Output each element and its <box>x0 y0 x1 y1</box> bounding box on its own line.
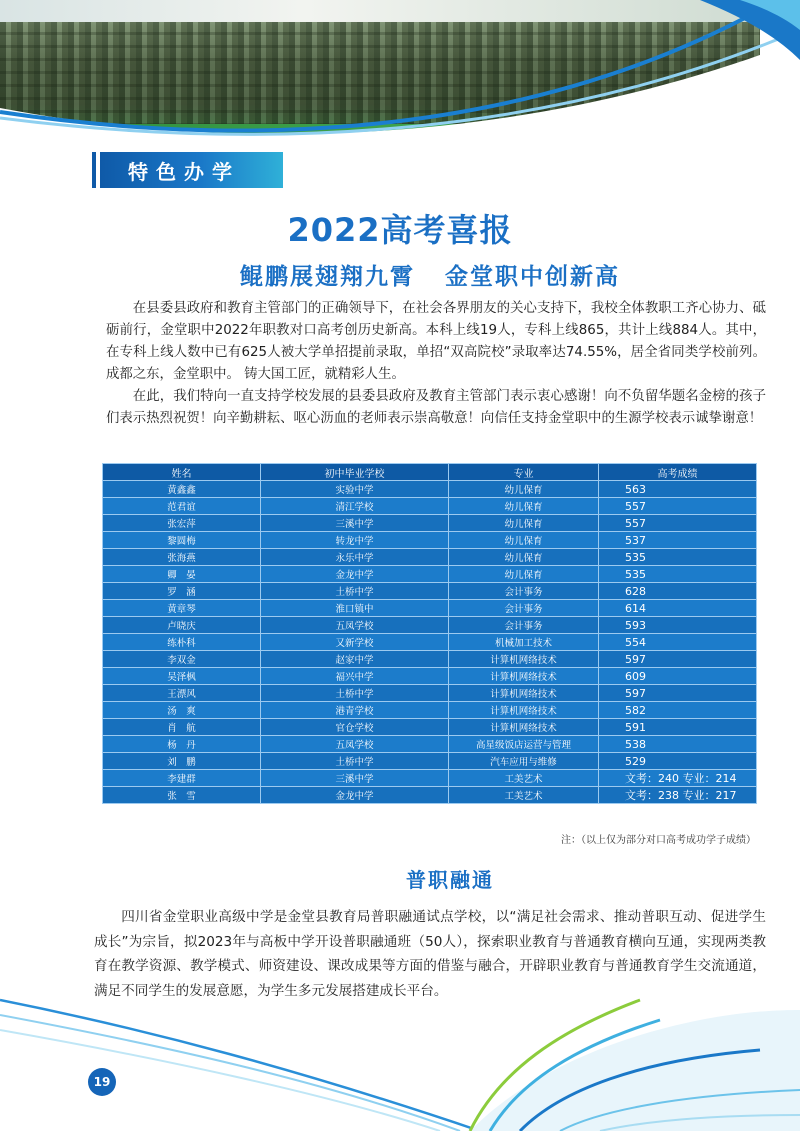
table-row <box>103 668 757 685</box>
cell-name: 肖 航 <box>103 719 261 736</box>
table-row <box>103 651 757 668</box>
cell-name: 卿 晏 <box>103 566 261 583</box>
table-header-row <box>103 464 757 481</box>
cell-score: 文考：240 专业：214 <box>599 770 757 787</box>
cell-school: 又新学校 <box>261 634 449 651</box>
cell-school: 福兴中学 <box>261 668 449 685</box>
cell-school: 转龙中学 <box>261 532 449 549</box>
table-row <box>103 634 757 651</box>
section-tag-label: 特色办学 <box>128 159 240 184</box>
table-row <box>103 787 757 804</box>
cell-major: 幼儿保育 <box>449 515 599 532</box>
page-number: 19 <box>88 1068 116 1096</box>
cell-school: 金龙中学 <box>261 787 449 804</box>
footer-swoosh-decoration <box>0 960 800 1131</box>
cell-score: 582 <box>599 702 757 719</box>
cell-score: 557 <box>599 498 757 515</box>
cell-major: 汽车应用与维修 <box>449 753 599 770</box>
cell-school: 五凤学校 <box>261 617 449 634</box>
cell-school: 金龙中学 <box>261 566 449 583</box>
cell-major: 会计事务 <box>449 617 599 634</box>
cell-major: 计算机网络技术 <box>449 668 599 685</box>
intro-paragraph: 在县委县政府和教育主管部门的正确领导下，在社会各界朋友的关心支持下，我校全体教职工齐心协力、砥砺前行，金堂职中2022年职教对口高考创历史新高。本科上线19人，专科上线865，共计上线884人。其中，在专科上线人数中已有625人被大学单招提前录取，单招“双高院校”录取率达74.55%，居全省同类学校前列。成都之东，金堂职中。 铸大国工匠，就精彩人生。 <box>106 301 766 382</box>
table-row <box>103 770 757 787</box>
hero-banner <box>0 0 800 150</box>
page-title: 2022高考喜报 <box>287 211 513 249</box>
table-row <box>103 736 757 753</box>
cell-score: 597 <box>599 651 757 668</box>
cell-name: 范君谊 <box>103 498 261 515</box>
table-row <box>103 583 757 600</box>
cell-school: 土桥中学 <box>261 685 449 702</box>
cell-major: 会计事务 <box>449 600 599 617</box>
cell-name: 杨 丹 <box>103 736 261 753</box>
cell-major: 会计事务 <box>449 583 599 600</box>
cell-name: 李双金 <box>103 651 261 668</box>
table-row <box>103 532 757 549</box>
puzhi-paragraph: 四川省金堂职业高级中学是金堂县教育局普职融通试点学校，以“满足社会需求、推动普职互动、促进学生成长”为宗旨，拟2023年与高板中学开设普职融通班（50人），探索职业教育与普通教育横向互通，实现两类教育在教学资源、教学模式、师资建设、课改成果等方面的借鉴与融合，开辟职业教育与普通教育学生交流通道，满足不同学生的发展意愿，为学生多元发展搭建成长平台。 <box>94 909 766 999</box>
hero-swoosh-decoration <box>0 0 800 150</box>
cell-name: 张海燕 <box>103 549 261 566</box>
table-row <box>103 753 757 770</box>
cell-major: 计算机网络技术 <box>449 719 599 736</box>
cell-school: 清江学校 <box>261 498 449 515</box>
cell-name: 黎圆梅 <box>103 532 261 549</box>
cell-score: 554 <box>599 634 757 651</box>
table-row <box>103 600 757 617</box>
cell-name: 黄章琴 <box>103 600 261 617</box>
cell-school: 淮口镇中 <box>261 600 449 617</box>
table-row <box>103 617 757 634</box>
cell-score: 593 <box>599 617 757 634</box>
table-row <box>103 566 757 583</box>
section-tag <box>100 152 283 188</box>
table-row <box>103 481 757 498</box>
cell-major: 工美艺术 <box>449 770 599 787</box>
cell-major: 高星级饭店运营与管理 <box>449 736 599 753</box>
cell-school: 实验中学 <box>261 481 449 498</box>
score-table-body <box>103 481 757 804</box>
table-note: 注：（以上仅为部分对口高考成功学子成绩） <box>561 835 756 846</box>
cell-school: 港青学校 <box>261 702 449 719</box>
cell-major: 机械加工技术 <box>449 634 599 651</box>
cell-score: 537 <box>599 532 757 549</box>
page-subtitle <box>0 258 800 291</box>
section-heading-puzhi: 普职融通 <box>406 868 494 892</box>
table-row <box>103 549 757 566</box>
cell-major: 工美艺术 <box>449 787 599 804</box>
cell-score: 535 <box>599 566 757 583</box>
cell-score: 591 <box>599 719 757 736</box>
cell-school: 赵家中学 <box>261 651 449 668</box>
table-row <box>103 719 757 736</box>
cell-score: 538 <box>599 736 757 753</box>
cell-score: 文考：238 专业：217 <box>599 787 757 804</box>
header-school: 初中毕业学校 <box>261 464 449 481</box>
cell-major: 计算机网络技术 <box>449 702 599 719</box>
cell-score: 614 <box>599 600 757 617</box>
cell-name: 卢晓庆 <box>103 617 261 634</box>
cell-school: 五凤学校 <box>261 736 449 753</box>
cell-score: 609 <box>599 668 757 685</box>
cell-major: 幼儿保育 <box>449 549 599 566</box>
cell-major: 幼儿保育 <box>449 498 599 515</box>
cell-school: 三溪中学 <box>261 770 449 787</box>
cell-name: 李建群 <box>103 770 261 787</box>
table-row <box>103 702 757 719</box>
cell-name: 罗 涵 <box>103 583 261 600</box>
cell-school: 土桥中学 <box>261 583 449 600</box>
cell-major: 计算机网络技术 <box>449 685 599 702</box>
cell-name: 汤 爽 <box>103 702 261 719</box>
header-name: 姓名 <box>103 464 261 481</box>
table-row <box>103 515 757 532</box>
cell-school: 三溪中学 <box>261 515 449 532</box>
table-row <box>103 685 757 702</box>
subtitle-right: 金堂职中创新高 <box>445 264 620 290</box>
cell-name: 张宏萍 <box>103 515 261 532</box>
cell-name: 黄鑫鑫 <box>103 481 261 498</box>
cell-school: 官仓学校 <box>261 719 449 736</box>
header-major: 专业 <box>449 464 599 481</box>
cell-name: 王漂风 <box>103 685 261 702</box>
cell-school: 土桥中学 <box>261 753 449 770</box>
cell-name: 练朴科 <box>103 634 261 651</box>
cell-score: 597 <box>599 685 757 702</box>
table-row <box>103 498 757 515</box>
cell-major: 幼儿保育 <box>449 481 599 498</box>
cell-name: 刘 鹏 <box>103 753 261 770</box>
cell-major: 幼儿保育 <box>449 532 599 549</box>
cell-school: 永乐中学 <box>261 549 449 566</box>
cell-score: 628 <box>599 583 757 600</box>
cell-score: 535 <box>599 549 757 566</box>
subtitle-left: 鲲鹏展翅翔九霄 <box>240 264 415 290</box>
cell-name: 吴泽枫 <box>103 668 261 685</box>
cell-score: 563 <box>599 481 757 498</box>
cell-name: 张 雪 <box>103 787 261 804</box>
cell-score: 529 <box>599 753 757 770</box>
cell-major: 计算机网络技术 <box>449 651 599 668</box>
header-score: 高考成绩 <box>599 464 757 481</box>
cell-major: 幼儿保育 <box>449 566 599 583</box>
thanks-paragraph: 在此，我们特向一直支持学校发展的县委县政府及教育主管部门表示衷心感谢！向不负留华题名金榜的孩子们表示热烈祝贺！向辛勤耕耘、呕心沥血的老师表示崇高敬意！向信任支持金堂职中的生源学校表示诚挚谢意！ <box>106 389 766 426</box>
score-table <box>102 463 757 804</box>
cell-score: 557 <box>599 515 757 532</box>
